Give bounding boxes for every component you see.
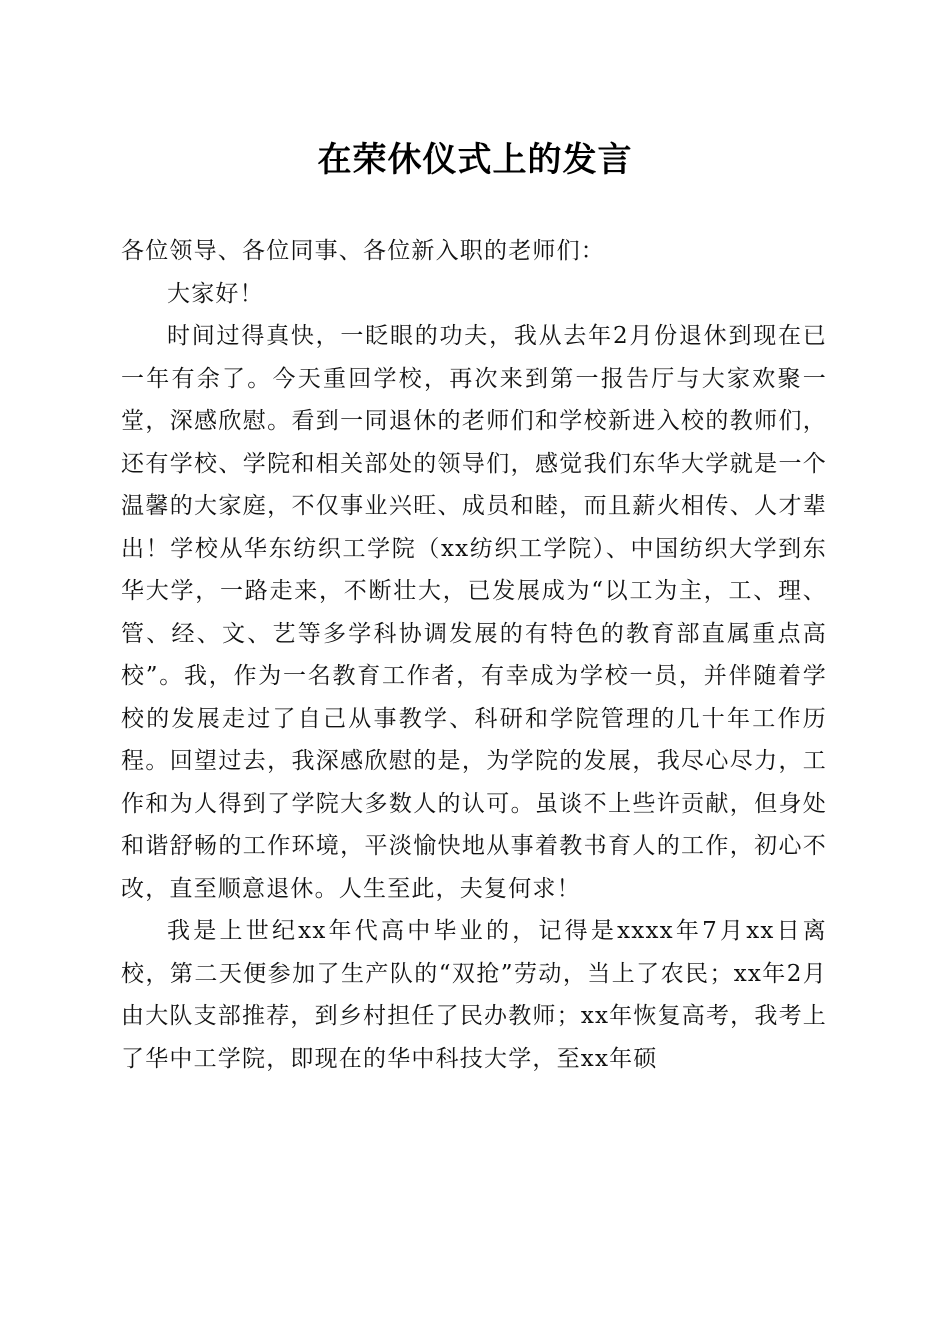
greeting: 大家好！ <box>167 280 264 307</box>
paragraph-1: 时间过得真快，一眨眼的功夫，我从去年2月份退休到现在已一年有余了。今天重回学校，再次来到第一报告厅与大家欢聚一堂，深感欣慰。看到一同退休的老师们和学校新进入校的教师们，还有学校、学院和相关部处的领导们，感觉我们东华大学就是一个温馨的大家庭，不仅事业兴旺、成员和睦，而且薪火相传、人才辈出！学校从华东纺织工学院（xx纺织工学院）、中国纺织大学到东华大学，一路走来，不断壮大，已发展成为“以工为主，工、理、管、经、文、艺等多学科协调发展的有特色的教育部直属重点高校”。我，作为一名教育工作者，有幸成为学校一员，并伴随着学校的发展走过了自己从事教学、科研和学院管理的几十年工作历程。回望过去，我深感欣慰的是，为学院的发展，我尽心尽力，工作和为人得到了学院大多数人的认可。虽谈不上些许贡献，但身处和谐舒畅的工作环境，平淡愉快地从事着教书育人的工作，初心不改，直至顺意退休。人生至此，夫复何求！ <box>121 323 827 902</box>
document-title: 在荣休仪式上的发言 <box>317 140 633 180</box>
paragraph-2: 我是上世纪xx年代高中毕业的，记得是xxxx年7月xx日离校，第二天便参加了生产队的“双抢”劳动，当上了农民；xx年2月由大队支部推荐，到乡村担任了民办教师；xx年恢复高考，我考上了华中工学院，即现在的华中科技大学，至xx年硕 <box>121 918 827 1072</box>
salutation: 各位领导、各位同事、各位新入职的老师们： <box>121 238 605 264</box>
document-body <box>121 230 827 1080</box>
